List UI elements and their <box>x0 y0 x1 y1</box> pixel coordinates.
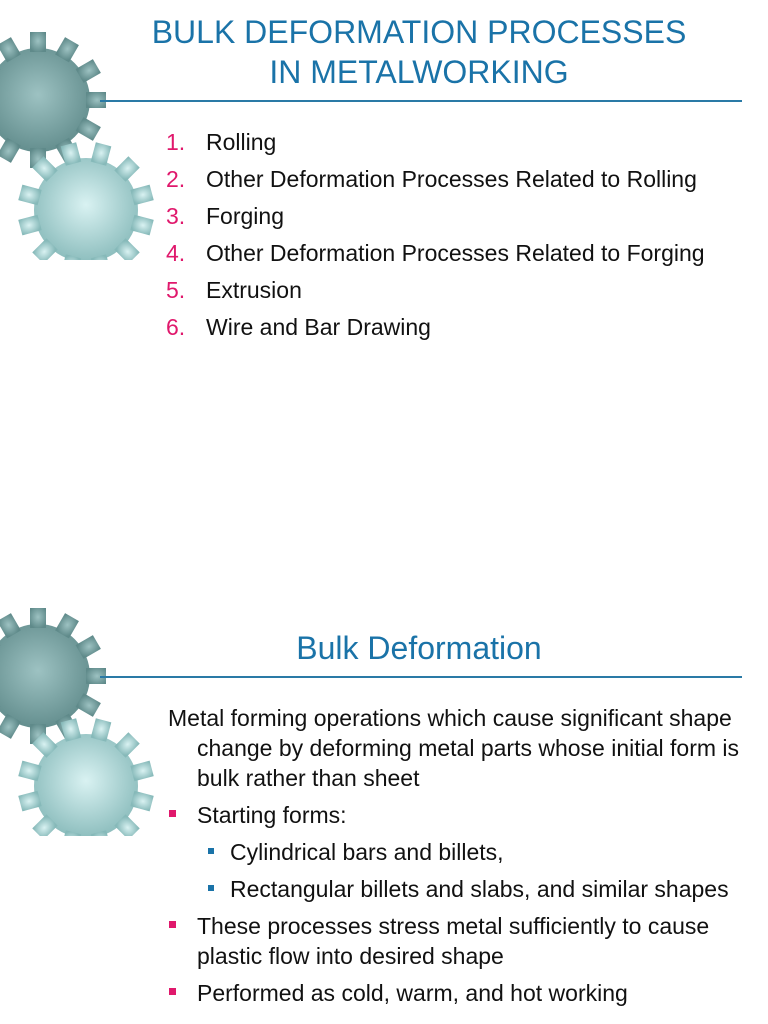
title-divider <box>100 100 742 102</box>
bullet-marker <box>169 921 176 928</box>
sub-bullet-text: Cylindrical bars and billets, <box>230 839 504 865</box>
definition-text: Metal forming operations which cause significant shape change by deforming metal parts whose initial form is bulk rather than sheet <box>168 705 740 791</box>
list-number: 6. <box>166 314 186 340</box>
list-item <box>166 164 726 194</box>
list-item <box>166 275 726 305</box>
list-item-text: Other Deformation Processes Related to Forging <box>206 240 705 266</box>
list-item-text: Forging <box>206 203 284 229</box>
list-number: 2. <box>166 166 186 192</box>
list-item-text: Wire and Bar Drawing <box>206 314 431 340</box>
slide-title <box>100 12 738 92</box>
title-line-1: BULK DEFORMATION PROCESSES <box>151 14 687 50</box>
list-item <box>166 312 726 342</box>
bullet-item <box>168 911 748 971</box>
gear-icon <box>0 576 170 836</box>
list-item-text: Rolling <box>206 129 277 155</box>
slide-2 <box>0 576 768 1024</box>
bullet-text: These processes stress metal sufficiently to cause plastic flow into desired shape <box>197 913 710 969</box>
slide-body <box>168 703 748 1015</box>
sub-bullet-text: Rectangular billets and slabs, and similar shapes <box>230 876 729 902</box>
list-item <box>166 238 726 268</box>
list-number: 4. <box>166 240 186 266</box>
bullet-item <box>168 978 748 1008</box>
bullet-text: Starting forms: <box>197 802 347 828</box>
list-item <box>166 201 726 231</box>
list-number: 3. <box>166 203 186 229</box>
list-number: 1. <box>166 129 186 155</box>
list-item-text: Extrusion <box>206 277 302 303</box>
bullet-item <box>168 800 748 830</box>
sub-bullet-marker <box>208 885 214 891</box>
list-item-text: Other Deformation Processes Related to Rolling <box>206 166 697 192</box>
title-line-2: IN METALWORKING <box>269 54 569 90</box>
slide-title: Bulk Deformation <box>296 630 542 666</box>
sub-bullet-item <box>168 874 748 904</box>
bullet-text: Performed as cold, warm, and hot working <box>197 980 628 1006</box>
bullet-marker <box>169 810 176 817</box>
sub-bullet-marker <box>208 848 214 854</box>
bullet-marker <box>169 988 176 995</box>
list-item <box>166 127 726 157</box>
sub-bullet-item <box>168 837 748 867</box>
process-list <box>166 127 726 349</box>
list-number: 5. <box>166 277 186 303</box>
title-divider <box>100 676 742 678</box>
